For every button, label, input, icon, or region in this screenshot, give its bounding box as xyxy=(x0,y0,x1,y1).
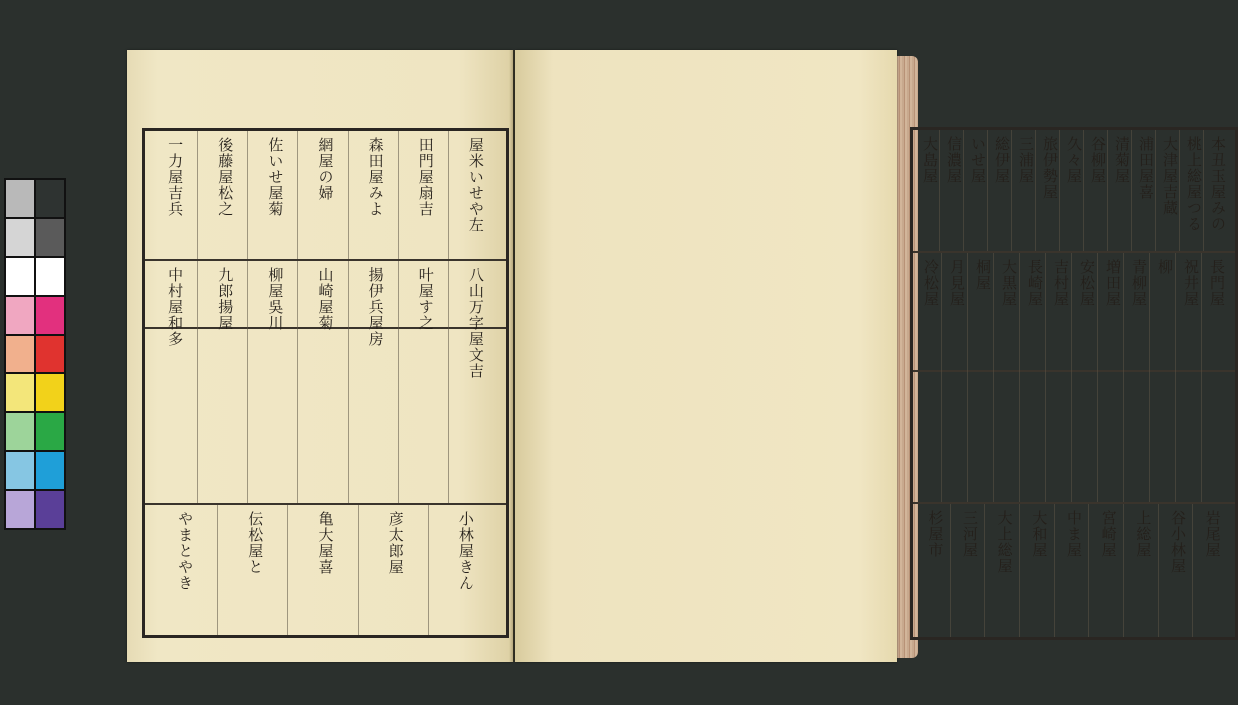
color-swatch xyxy=(36,336,64,373)
vertical-text-column: やまとやき xyxy=(176,511,195,591)
color-swatch xyxy=(6,258,34,295)
column-rule xyxy=(984,504,985,637)
column-rule xyxy=(967,253,968,502)
open-book xyxy=(125,50,1227,665)
left-text-frame xyxy=(142,128,509,638)
vertical-text-column: 旅伊勢屋 xyxy=(1041,136,1059,200)
column-rule xyxy=(1035,130,1036,251)
column-rule xyxy=(1097,253,1098,502)
vertical-text-column: 桐屋 xyxy=(974,259,992,291)
column-rule xyxy=(287,505,288,635)
vertical-text-column: 伝松屋と xyxy=(246,511,265,575)
column-rule xyxy=(1179,130,1180,251)
vertical-text-column: 中村屋和多 xyxy=(166,267,185,347)
color-swatch xyxy=(36,219,64,256)
section-divider xyxy=(913,251,1235,253)
color-calibration-chart xyxy=(4,178,66,530)
vertical-text-column: 森田屋みよ xyxy=(366,137,385,217)
vertical-text-column: 月見屋 xyxy=(948,259,966,307)
vertical-text-column: 祝井屋 xyxy=(1182,259,1200,307)
color-swatch xyxy=(6,452,34,489)
section-divider xyxy=(913,502,1235,504)
color-swatch xyxy=(36,452,64,489)
color-swatch xyxy=(6,374,34,411)
column-rule xyxy=(197,261,198,503)
vertical-text-column: 中ま屋 xyxy=(1065,510,1083,558)
column-rule xyxy=(247,131,248,259)
vertical-text-column: 総伊屋 xyxy=(993,136,1011,184)
color-swatch xyxy=(36,180,64,217)
column-rule xyxy=(217,505,218,635)
vertical-text-column: 亀大屋喜 xyxy=(316,511,335,575)
color-swatch xyxy=(36,374,64,411)
column-rule xyxy=(1054,504,1055,637)
vertical-text-column: 大津屋吉蔵 xyxy=(1161,136,1179,216)
column-rule xyxy=(1123,253,1124,502)
column-rule xyxy=(1158,504,1159,637)
column-rule xyxy=(197,131,198,259)
vertical-text-column: 屋米いせや左 xyxy=(466,137,485,233)
column-rule xyxy=(1045,253,1046,502)
color-swatch xyxy=(36,258,64,295)
vertical-text-column: 浦田屋喜 xyxy=(1137,136,1155,200)
column-rule xyxy=(358,505,359,635)
column-rule xyxy=(987,130,988,251)
column-rule xyxy=(297,261,298,503)
vertical-text-column: 谷小林屋 xyxy=(1169,510,1187,574)
vertical-text-column: 桃上総屋つる xyxy=(1185,136,1203,232)
right-page xyxy=(515,50,1227,662)
column-rule xyxy=(1131,130,1132,251)
vertical-text-column: 青柳屋 xyxy=(1130,259,1148,307)
vertical-text-column: 山崎屋菊 xyxy=(316,267,335,331)
vertical-text-column: 長門屋 xyxy=(1208,259,1226,307)
column-rule xyxy=(1083,130,1084,251)
column-rule xyxy=(1175,253,1176,502)
column-rule xyxy=(348,131,349,259)
vertical-text-column: 小林屋きん xyxy=(456,511,475,591)
vertical-text-column: 一力屋吉兵 xyxy=(166,137,185,217)
column-rule xyxy=(1019,504,1020,637)
vertical-text-column: 吉村屋 xyxy=(1052,259,1070,307)
column-rule xyxy=(963,130,964,251)
column-rule xyxy=(1201,253,1202,502)
column-rule xyxy=(993,253,994,502)
section-divider xyxy=(145,259,506,261)
vertical-text-column: 八山万字屋文吉 xyxy=(466,267,485,379)
left-page xyxy=(127,50,513,662)
vertical-text-column: 本丑玉屋みの xyxy=(1209,136,1227,232)
column-rule xyxy=(1071,253,1072,502)
column-rule xyxy=(398,131,399,259)
column-rule xyxy=(297,131,298,259)
vertical-text-column: 三浦屋 xyxy=(1017,136,1035,184)
vertical-text-column: いせ屋 xyxy=(969,136,987,184)
vertical-text-column: 久々屋 xyxy=(1065,136,1083,184)
vertical-text-column: 信濃屋 xyxy=(945,136,963,184)
vertical-text-column: 冷松屋 xyxy=(922,259,940,307)
vertical-text-column: 九郎揚屋 xyxy=(216,267,235,331)
vertical-text-column: 佐いせ屋菊 xyxy=(266,137,285,217)
vertical-text-column: 揚伊兵屋房 xyxy=(366,267,385,347)
column-rule xyxy=(1123,504,1124,637)
vertical-text-column: 上総屋 xyxy=(1134,510,1153,558)
vertical-text-column: 網屋の婦 xyxy=(316,137,335,201)
column-rule xyxy=(939,130,940,251)
color-swatch xyxy=(6,219,34,256)
vertical-text-column: 後藤屋松之 xyxy=(216,137,235,217)
color-swatch xyxy=(36,297,64,334)
color-swatch xyxy=(36,491,64,528)
vertical-text-column: 大和屋 xyxy=(1030,510,1049,558)
vertical-text-column: 叶屋す之 xyxy=(416,267,435,331)
vertical-text-column: 谷柳屋 xyxy=(1089,136,1107,184)
column-rule xyxy=(941,253,942,502)
column-rule xyxy=(398,261,399,503)
section-divider xyxy=(145,503,506,505)
vertical-text-column: 杉屋市 xyxy=(926,510,945,558)
column-rule xyxy=(448,261,449,503)
vertical-text-column: 大黒屋 xyxy=(1000,259,1018,307)
color-swatch xyxy=(6,297,34,334)
column-rule xyxy=(247,261,248,503)
column-rule xyxy=(1203,130,1204,251)
vertical-text-column: 増田屋 xyxy=(1104,259,1122,307)
column-rule xyxy=(448,131,449,259)
column-rule xyxy=(1155,130,1156,251)
column-rule xyxy=(428,505,429,635)
column-rule xyxy=(1192,504,1193,637)
vertical-text-column: 長崎屋 xyxy=(1026,259,1044,307)
vertical-text-column: 彦太郎屋 xyxy=(386,511,405,575)
color-swatch xyxy=(6,336,34,373)
vertical-text-column: 清菊屋 xyxy=(1113,136,1131,184)
vertical-text-column: 岩尾屋 xyxy=(1203,510,1222,558)
color-swatch xyxy=(36,413,64,450)
vertical-text-column: 大島屋 xyxy=(921,136,939,184)
column-rule xyxy=(1107,130,1108,251)
column-rule xyxy=(1059,130,1060,251)
column-rule xyxy=(1011,130,1012,251)
column-rule xyxy=(1019,253,1020,502)
color-swatch xyxy=(6,491,34,528)
vertical-text-column: 三河屋 xyxy=(961,510,979,558)
column-rule xyxy=(1088,504,1089,637)
vertical-text-column: 柳屋吳川 xyxy=(266,267,285,331)
vertical-text-column: 安松屋 xyxy=(1078,259,1096,307)
right-text-frame xyxy=(910,127,1238,640)
column-rule xyxy=(1149,253,1150,502)
vertical-text-column: 宮崎屋 xyxy=(1099,510,1118,558)
color-swatch xyxy=(6,413,34,450)
vertical-text-column: 田門屋扇吉 xyxy=(416,137,435,217)
column-rule xyxy=(950,504,951,637)
vertical-text-column: 大上総屋 xyxy=(995,510,1014,574)
column-rule xyxy=(348,261,349,503)
color-swatch xyxy=(6,180,34,217)
vertical-text-column: 柳 xyxy=(1156,259,1174,275)
